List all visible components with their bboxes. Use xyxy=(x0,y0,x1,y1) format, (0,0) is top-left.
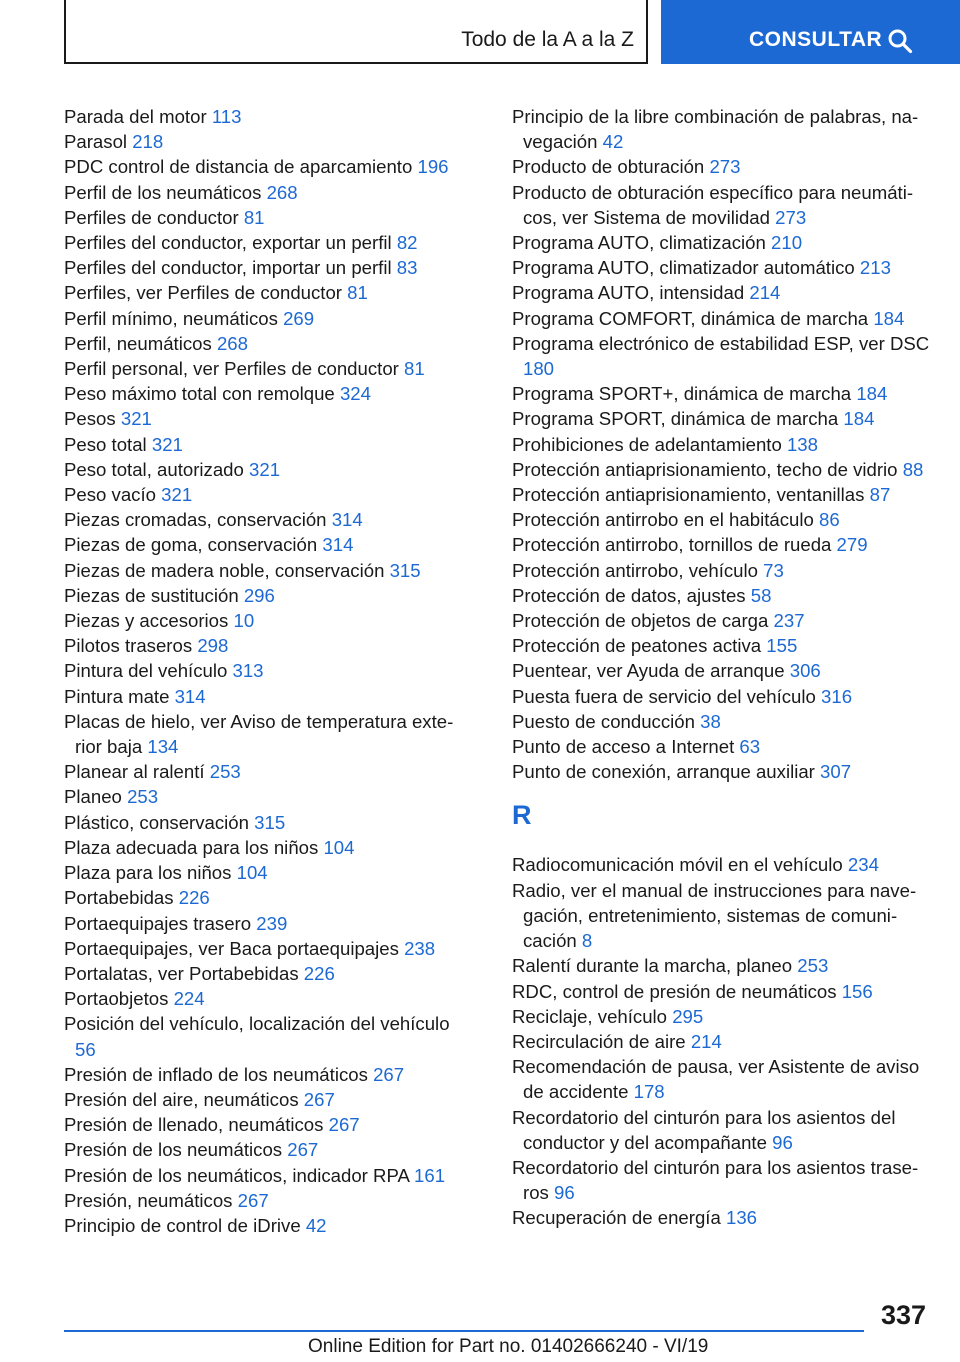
index-entry-term: Protección antirrobo en el habitáculo xyxy=(512,509,814,531)
page-link[interactable]: 267 xyxy=(237,1189,269,1211)
page-link[interactable]: 83 xyxy=(396,257,418,279)
page-link[interactable]: 134 xyxy=(147,736,179,758)
index-entry-term: Pesos xyxy=(64,408,116,430)
index-entry-term: Recuperación de energía xyxy=(512,1207,721,1229)
index-entry-term: Perfiles del conductor, exportar un perfil xyxy=(64,232,392,254)
page-link[interactable]: 279 xyxy=(836,534,868,556)
index-entry xyxy=(64,1163,464,1188)
page-link[interactable]: 104 xyxy=(323,836,355,858)
index-column-right xyxy=(512,104,932,1231)
index-entry xyxy=(512,734,932,759)
page-link[interactable]: 161 xyxy=(414,1164,446,1186)
index-entry-term: Presión de los neumáticos xyxy=(64,1139,283,1161)
page-link[interactable]: 81 xyxy=(347,282,368,304)
index-entry-term: Presión del aire, neumáticos xyxy=(64,1088,299,1110)
index-entry-term: Portabebidas xyxy=(64,887,174,909)
page-link[interactable]: 214 xyxy=(749,282,781,304)
page-link[interactable]: 178 xyxy=(633,1081,665,1103)
page-link[interactable]: 253 xyxy=(127,786,159,808)
page-link[interactable]: 234 xyxy=(847,854,879,876)
page-link[interactable]: 267 xyxy=(287,1139,319,1161)
index-entry xyxy=(512,633,932,658)
page-link[interactable]: 155 xyxy=(766,635,798,657)
index-entry-term: Protección antiaprisionamiento, ventanillas xyxy=(512,484,865,506)
search-icon xyxy=(887,28,913,54)
index-entry xyxy=(64,406,464,431)
index-entry-term: Parasol xyxy=(64,131,128,153)
page-link[interactable]: 273 xyxy=(775,206,807,228)
index-entry-term: Producto de obturación xyxy=(512,156,705,178)
page-link[interactable]: 321 xyxy=(161,484,193,506)
index-entry xyxy=(512,759,932,784)
tab-consult[interactable] xyxy=(661,0,960,64)
index-entry-term: Portaobjetos xyxy=(64,988,169,1010)
index-entry xyxy=(64,532,464,557)
page-link[interactable]: 184 xyxy=(843,408,875,430)
index-entry xyxy=(512,1054,932,1104)
index-entry xyxy=(64,759,464,784)
index-entry xyxy=(64,180,464,205)
index-entry xyxy=(512,331,932,381)
index-entry xyxy=(64,1112,464,1137)
index-entry-term: Piezas de sustitución xyxy=(64,584,239,606)
index-entry xyxy=(512,709,932,734)
index-entry-term: Puentear, ver Ayuda de arranque xyxy=(512,660,785,682)
index-entry-term: Puesto de conducción xyxy=(512,710,695,732)
index-entry xyxy=(64,1188,464,1213)
index-entry xyxy=(512,180,932,230)
index-entry-term: Protección de datos, ajustes xyxy=(512,584,746,606)
index-entry-term: Recomendación de pausa, ver Asistente de aviso de accidente xyxy=(512,1056,920,1103)
page-link[interactable]: 314 xyxy=(174,685,206,707)
index-entry-term: Protección de peatones activa xyxy=(512,635,762,657)
index-entry xyxy=(64,810,464,835)
index-entry xyxy=(64,961,464,986)
page-link[interactable]: 136 xyxy=(725,1207,758,1229)
page-link[interactable]: 268 xyxy=(266,181,298,203)
index-entry-term: Peso total, autorizado xyxy=(64,458,244,480)
page-link[interactable]: 321 xyxy=(249,458,281,480)
page-link[interactable]: 82 xyxy=(396,232,418,254)
page-link[interactable]: 96 xyxy=(554,1182,575,1204)
index-entry xyxy=(512,381,932,406)
page-link[interactable]: 226 xyxy=(178,887,210,909)
index-entry xyxy=(64,104,464,129)
index-entry xyxy=(64,986,464,1011)
page-link[interactable]: 10 xyxy=(233,610,255,632)
index-entry-term: Programa COMFORT, dinámica de marcha xyxy=(512,307,869,329)
index-entry-term: Piezas y accesorios xyxy=(64,610,229,632)
index-entry-term: Pilotos traseros xyxy=(64,635,193,657)
index-entry xyxy=(512,1004,932,1029)
index-entry-term: Recordatorio del cinturón para los asientos traseros xyxy=(512,1156,919,1204)
index-entry xyxy=(64,154,464,179)
page-link[interactable]: 269 xyxy=(283,307,315,329)
page-link[interactable]: 42 xyxy=(305,1214,327,1236)
page-link[interactable]: 63 xyxy=(739,736,761,758)
page-link[interactable]: 226 xyxy=(303,962,335,984)
index-entry-term: Producto de obturación específico para neumáticos, ver Sistema de movilidad xyxy=(512,181,914,228)
index-entry-term: Planeo xyxy=(64,786,122,808)
tab-consult-label: CONSULTAR xyxy=(749,28,883,51)
index-entry xyxy=(64,1213,464,1238)
index-entry-term: Perfil, neumáticos xyxy=(64,332,212,354)
index-entry xyxy=(512,852,932,877)
index-entry-term: Peso máximo total con remolque xyxy=(64,383,335,405)
page-link[interactable]: 321 xyxy=(151,433,183,455)
index-entry xyxy=(64,911,464,936)
index-entry xyxy=(512,255,932,280)
page-link[interactable]: 210 xyxy=(771,232,803,254)
page-link[interactable]: 296 xyxy=(243,584,275,606)
index-entry xyxy=(64,936,464,961)
index-entry-term: Plaza adecuada para los niños xyxy=(64,836,319,858)
index-entry xyxy=(64,684,464,709)
index-entry xyxy=(64,608,464,633)
page-link[interactable]: 315 xyxy=(389,559,421,581)
index-entry xyxy=(64,205,464,230)
index-entry-term: Peso vacío xyxy=(64,484,156,506)
index-entry-term: Punto de acceso a Internet xyxy=(512,736,735,758)
index-entry xyxy=(64,381,464,406)
page-link[interactable]: 253 xyxy=(797,955,829,977)
page-link[interactable]: 73 xyxy=(763,559,784,581)
index-entry-term: Perfiles, ver Perfiles de conductor xyxy=(64,282,342,304)
page-link[interactable]: 56 xyxy=(75,1038,96,1060)
index-entry-term: Perfiles de conductor xyxy=(64,206,239,228)
page-link[interactable]: 156 xyxy=(841,980,873,1002)
index-entry-term: Puesta fuera de servicio del vehículo xyxy=(512,685,816,707)
page-link[interactable]: 214 xyxy=(690,1030,722,1052)
top-navigation xyxy=(0,0,960,66)
index-entry-term: Programa AUTO, climatizador automático xyxy=(512,257,855,279)
index-entry xyxy=(64,709,464,759)
index-entry xyxy=(64,230,464,255)
page-link[interactable]: 267 xyxy=(303,1088,335,1110)
page-link[interactable]: 88 xyxy=(902,458,924,480)
page-link[interactable]: 184 xyxy=(856,383,888,405)
index-entry-term: Principio de la libre combinación de palabras, navegación xyxy=(512,106,919,153)
index-entry xyxy=(512,608,932,633)
index-entry xyxy=(64,658,464,683)
page-link[interactable]: 267 xyxy=(328,1114,360,1136)
page-link[interactable]: 38 xyxy=(700,710,721,732)
index-entry xyxy=(512,558,932,583)
page-link[interactable]: 81 xyxy=(404,358,425,380)
page-link[interactable]: 224 xyxy=(173,988,205,1010)
index-entry xyxy=(64,331,464,356)
index-entry-term: Plaza para los niños xyxy=(64,862,232,884)
index-entry xyxy=(512,583,932,608)
index-entry xyxy=(512,1205,932,1230)
index-group-r xyxy=(512,852,932,1230)
index-entry-term: Programa AUTO, climatización xyxy=(512,232,766,254)
index-entry-term: Piezas cromadas, conservación xyxy=(64,509,327,531)
page-link[interactable]: 96 xyxy=(772,1131,793,1153)
page-link[interactable]: 295 xyxy=(672,1005,704,1027)
index-entry-term: Radio, ver el manual de instrucciones para navegación, entretenimiento, sistemas de comunicación xyxy=(512,879,917,952)
index-entry xyxy=(64,129,464,154)
index-entry xyxy=(64,457,464,482)
index-entry xyxy=(512,457,932,482)
index-entry xyxy=(64,255,464,280)
index-entry xyxy=(64,280,464,305)
page-link[interactable]: 239 xyxy=(256,912,288,934)
index-entry-term: Perfil mínimo, neumáticos xyxy=(64,307,278,329)
index-entry-term: Portaequipajes trasero xyxy=(64,912,252,934)
index-entry xyxy=(512,406,932,431)
index-entry xyxy=(64,507,464,532)
index-entry xyxy=(512,432,932,457)
index-entry xyxy=(64,1087,464,1112)
index-entry xyxy=(64,784,464,809)
index-entry-term: Radiocomunicación móvil en el vehículo xyxy=(512,854,843,876)
page-link[interactable]: 213 xyxy=(859,257,891,279)
footer-divider xyxy=(64,1330,864,1332)
index-entry-term: Piezas de goma, conservación xyxy=(64,534,318,556)
page-number: 337 xyxy=(880,1300,926,1330)
index-entry xyxy=(512,979,932,1004)
tab-index-label: Todo de la A a la Z xyxy=(461,28,634,51)
index-entry-term: RDC, control de presión de neumáticos xyxy=(512,980,837,1002)
page-link[interactable]: 314 xyxy=(322,534,354,556)
page-link[interactable]: 268 xyxy=(216,332,248,354)
index-entry-term: Presión de llenado, neumáticos xyxy=(64,1114,324,1136)
index-entry xyxy=(64,1062,464,1087)
index-entry-term: PDC control de distancia de aparcamiento xyxy=(64,156,413,178)
index-entry-term: Pintura mate xyxy=(64,685,170,707)
page-link[interactable]: 238 xyxy=(404,937,436,959)
index-entry-term: Programa AUTO, intensidad xyxy=(512,282,745,304)
page-link[interactable]: 81 xyxy=(243,206,265,228)
index-entry xyxy=(512,230,932,255)
page-link[interactable]: 86 xyxy=(819,509,840,531)
index-entry xyxy=(512,482,932,507)
page-link[interactable]: 180 xyxy=(523,358,555,380)
index-entry xyxy=(64,306,464,331)
page-link[interactable]: 316 xyxy=(821,685,853,707)
page-link[interactable]: 8 xyxy=(581,930,593,952)
page-link[interactable]: 218 xyxy=(132,131,164,153)
page-link[interactable]: 314 xyxy=(331,509,363,531)
page-link[interactable]: 113 xyxy=(211,106,242,127)
index-entry xyxy=(512,1029,932,1054)
index-entry xyxy=(512,306,932,331)
index-entry-term: Protección antirrobo, vehículo xyxy=(512,559,758,581)
index-entry xyxy=(512,684,932,709)
index-entry-term: Portalatas, ver Portabebidas xyxy=(64,962,299,984)
page-link[interactable]: 87 xyxy=(869,484,891,506)
index-entry xyxy=(64,482,464,507)
index-entry-term: Portaequipajes, ver Baca portaequipajes xyxy=(64,937,399,959)
page-link[interactable]: 184 xyxy=(873,307,905,329)
index-entry-term: Programa electrónico de estabilidad ESP, ver DSC xyxy=(512,332,930,354)
index-entry xyxy=(64,860,464,885)
index-entry-term: Principio de control de iDrive xyxy=(64,1214,301,1236)
page-link[interactable]: 196 xyxy=(417,156,449,178)
index-entry-term: Plástico, conservación xyxy=(64,811,249,833)
index-entry xyxy=(64,1137,464,1162)
index-entry xyxy=(512,1155,932,1205)
index-entry xyxy=(64,633,464,658)
index-entry-term: Pintura del vehículo xyxy=(64,660,228,682)
index-entry-term: Presión de los neumáticos, indicador RPA xyxy=(64,1164,409,1186)
index-entry xyxy=(512,507,932,532)
index-entry xyxy=(64,835,464,860)
index-entry-term: Reciclaje, vehículo xyxy=(512,1005,668,1027)
page-link[interactable]: 237 xyxy=(773,610,805,632)
index-entry xyxy=(512,953,932,978)
index-entry-term: Perfiles del conductor, importar un perfil xyxy=(64,257,392,279)
index-entry xyxy=(512,104,932,154)
page-link[interactable]: 298 xyxy=(197,635,229,657)
index-entry xyxy=(64,356,464,381)
index-entry-term: Presión, neumáticos xyxy=(64,1189,233,1211)
index-entry xyxy=(512,878,932,954)
page-link[interactable]: 321 xyxy=(120,408,152,430)
index-entry xyxy=(512,280,932,305)
page-link[interactable]: 42 xyxy=(602,131,624,153)
index-entry xyxy=(64,1011,464,1061)
tab-index-a-z[interactable] xyxy=(64,0,648,64)
index-entry-term: Punto de conexión, arranque auxiliar xyxy=(512,761,815,783)
index-entry-term: Ralentí durante la marcha, planeo xyxy=(512,955,793,977)
index-column-left xyxy=(64,104,464,1238)
index-entry xyxy=(64,432,464,457)
page-link[interactable]: 313 xyxy=(232,660,264,682)
index-entry xyxy=(512,1105,932,1155)
index-entry xyxy=(512,532,932,557)
index-entry xyxy=(64,583,464,608)
index-entry-term: Prohibiciones de adelantamiento xyxy=(512,433,782,455)
index-group-p xyxy=(512,104,932,784)
index-entry-term: Piezas de madera noble, conservación xyxy=(64,559,385,581)
page-link[interactable]: 307 xyxy=(820,761,852,783)
page-link[interactable]: 253 xyxy=(209,761,241,783)
index-entry-term: Placas de hielo, ver Aviso de temperatura exterior baja xyxy=(64,710,454,758)
index-entry xyxy=(64,885,464,910)
index-entry-term: Programa SPORT+, dinámica de marcha xyxy=(512,383,852,405)
index-entry-term: Presión de inflado de los neumáticos xyxy=(64,1063,368,1085)
page-link[interactable]: 138 xyxy=(786,433,818,455)
footer-edition: Online Edition for Part no. 01402666240 - VI/19 xyxy=(308,1336,709,1357)
index-entry-term: Parada del motor xyxy=(64,106,207,127)
index-entry xyxy=(64,558,464,583)
index-entry xyxy=(512,154,932,179)
index-entry-term: Programa SPORT, dinámica de marcha xyxy=(512,408,839,430)
section-letter: R xyxy=(512,800,532,831)
index-entry-term: Recirculación de aire xyxy=(512,1030,686,1052)
page-link[interactable]: 315 xyxy=(254,811,286,833)
page-link[interactable]: 267 xyxy=(373,1063,405,1085)
index-entry xyxy=(512,658,932,683)
page-link[interactable]: 324 xyxy=(339,383,371,405)
index-entry-term: Posición del vehículo, localización del vehículo xyxy=(64,1013,450,1035)
index-entry-term: Protección antiaprisionamiento, techo de vidrio xyxy=(512,458,898,480)
index-entry-term: Recordatorio del cinturón para los asientos del conductor y del acompañante xyxy=(512,1106,896,1153)
page-link[interactable]: 58 xyxy=(750,584,772,606)
page-link[interactable]: 306 xyxy=(789,660,821,682)
index-entry-term: Protección de objetos de carga xyxy=(512,610,769,632)
index-entry-term: Planear al ralentí xyxy=(64,761,205,783)
page-link[interactable]: 273 xyxy=(709,156,741,178)
page-link[interactable]: 104 xyxy=(236,862,268,884)
index-entry-term: Protección antirrobo, tornillos de rueda xyxy=(512,534,832,556)
index-entry-term: Perfil de los neumáticos xyxy=(64,181,262,203)
index-entry-term: Perfil personal, ver Perfiles de conductor xyxy=(64,358,399,380)
index-entry-term: Peso total xyxy=(64,433,147,455)
